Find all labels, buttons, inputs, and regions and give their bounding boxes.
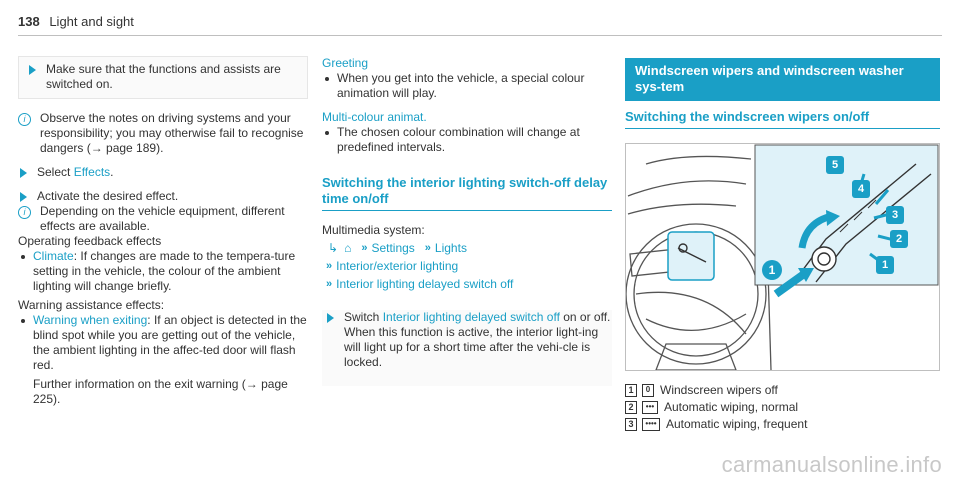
section-banner: Windscreen wipers and windscreen washer sys-tem (625, 58, 940, 101)
legend-text: Automatic wiping, normal (664, 400, 799, 414)
multi-colour-text: The chosen colour combination will change at predefined intervals. (337, 125, 580, 154)
wipers-subheading: Switching the windscreen wipers on/off (625, 109, 870, 124)
nav-return-arrow-icon: ↳ (328, 241, 339, 255)
legend-key: 3 (625, 418, 637, 431)
callout-1-inset: 1 (876, 256, 894, 274)
further-info: Further information on the exit warning (→ page 225). (33, 377, 288, 406)
nav-path-line-2 (322, 259, 612, 274)
wiper-normal-icon: ••• (642, 401, 658, 414)
multi-colour-title: Multi-colour animat. (322, 110, 427, 124)
bullet (325, 77, 329, 81)
operating-feedback-title: Operating feedback effects (18, 234, 162, 248)
nav-interior-exterior[interactable]: Interior/exterior lighting (336, 259, 459, 273)
watermark: carmanualsonline.info (721, 452, 942, 477)
climate-link[interactable]: Climate (33, 249, 74, 263)
nav-path-line-1 (322, 241, 612, 256)
legend-text: Automatic wiping, frequent (666, 417, 808, 431)
callout-3: 3 (886, 206, 904, 224)
column-right (625, 58, 940, 434)
switch-detail: When this function is active, the interior light-ing will light up for a short time after the vehi-cle is locked. (344, 325, 599, 369)
nav-settings[interactable]: Settings (371, 241, 415, 255)
wiper-illustration (625, 143, 940, 371)
column-middle (322, 56, 612, 386)
wiper-off-icon: 0 (642, 384, 654, 397)
callout-4: 4 (852, 180, 870, 198)
page-header (18, 14, 134, 29)
page-number: 138 (18, 14, 40, 29)
nav-path-line-3 (322, 277, 612, 292)
legend-text: Windscreen wipers off (660, 383, 778, 397)
nav-delay-switch-off[interactable]: Interior lighting delayed switch off (336, 277, 514, 291)
multimedia-label: Multimedia system: (322, 223, 425, 237)
header-divider (18, 35, 942, 36)
info-icon: i (18, 206, 31, 219)
warning-item: Warning when exiting: If an object is detected in the blind spot while you are getting out of the vehicle, the ambient lighting in the affec-ted door will flash red. (33, 313, 307, 372)
step-arrow-icon (29, 65, 36, 75)
warning-when-exiting-link[interactable]: Warning when exiting (33, 313, 148, 327)
callout-5: 5 (826, 156, 844, 174)
legend-key: 2 (625, 401, 637, 414)
column-left (18, 56, 308, 407)
delay-switch-link[interactable]: Interior lighting delayed switch off (382, 310, 560, 324)
step-select: Select Effects. (37, 165, 114, 179)
greeting-title: Greeting (322, 56, 369, 70)
chevron-double-right-icon: » (424, 242, 431, 254)
step-arrow-icon (20, 168, 27, 178)
legend-row-3 (625, 417, 940, 432)
info-icon: i (18, 113, 31, 126)
switch-step: Switch Interior lighting delayed switch off on or off. When this function is active, the interior light-ing will light up for a short time after the vehi-cle is locked. (322, 310, 612, 386)
info-note-2: Depending on the vehicle equipment, different effects are available. (40, 204, 285, 233)
prerequisite-box (18, 56, 308, 99)
chevron-double-right-icon: » (326, 260, 333, 272)
chevron-double-right-icon: » (361, 242, 368, 254)
callout-1-steering: 1 (762, 260, 782, 280)
greeting-text: When you get into the vehicle, a special colour animation will play. (337, 71, 585, 100)
section-title: Light and sight (49, 14, 134, 29)
step-activate: Activate the desired effect. (37, 189, 179, 203)
legend-key: 1 (625, 384, 637, 397)
section-subheading: Switching the interior lighting switch-off delay time on/off (322, 175, 608, 206)
wiper-frequent-icon: •••• (642, 418, 660, 431)
chevron-double-right-icon: » (326, 278, 333, 290)
prerequisite-text: Make sure that the functions and assists are switched on. (46, 62, 281, 91)
info-note-1: Observe the notes on driving systems and your responsibility; you may otherwise fail to recognise dangers (→ page 189). (40, 111, 304, 155)
warning-assistance-title: Warning assistance effects: (18, 298, 165, 312)
step-arrow-icon (327, 313, 334, 323)
home-icon[interactable]: ⌂ (344, 241, 352, 255)
callout-2: 2 (890, 230, 908, 248)
climate-item: Climate: If changes are made to the tempera-ture setting in the vehicle, the colour of the ambient lighting will change briefly. (33, 249, 296, 293)
bullet (21, 319, 25, 323)
effects-link[interactable]: Effects (73, 165, 111, 179)
step-arrow-icon (20, 192, 27, 202)
nav-lights[interactable]: Lights (434, 241, 467, 255)
legend-row-1 (625, 383, 940, 398)
bullet (325, 131, 329, 135)
bullet (21, 255, 25, 259)
legend-row-2 (625, 400, 940, 415)
subheading-underline (625, 128, 940, 129)
